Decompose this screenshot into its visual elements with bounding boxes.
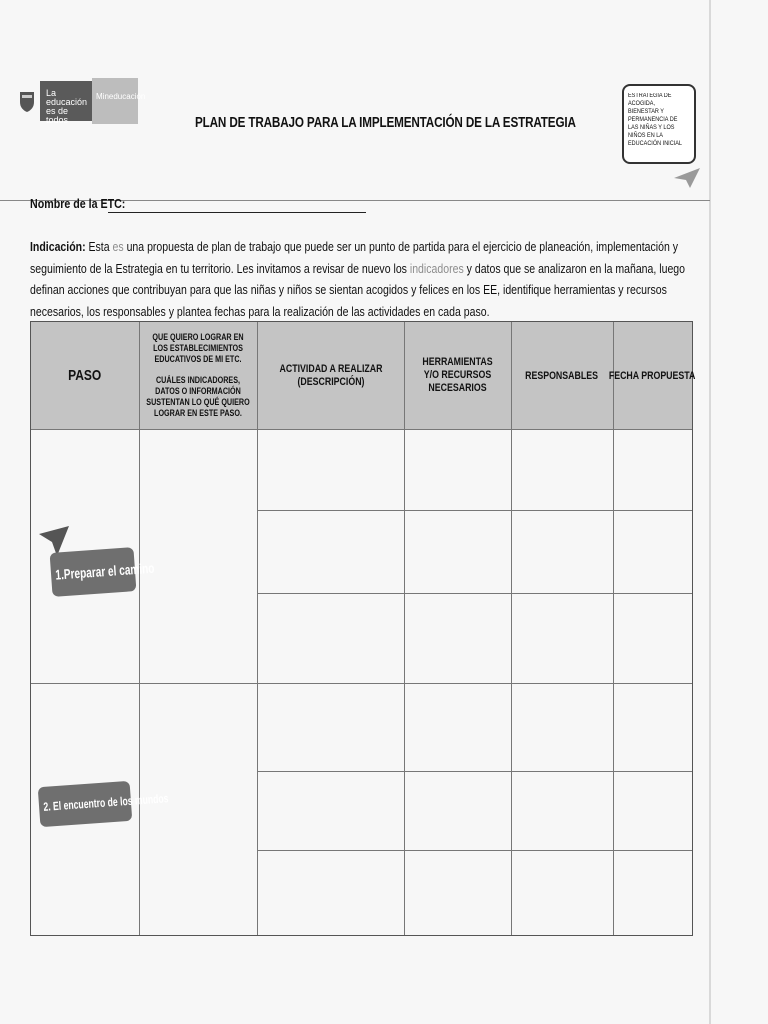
indication-paragraph bbox=[30, 236, 702, 322]
logo-text bbox=[40, 81, 92, 125]
step-2-banner bbox=[38, 781, 169, 827]
etc-name-field[interactable] bbox=[108, 212, 366, 213]
indication-text-4: indicadores bbox=[409, 260, 464, 276]
step-1-label: 1.Preparar el camino bbox=[54, 559, 155, 583]
indication-label: Indicación: bbox=[30, 239, 86, 254]
coat-of-arms-icon bbox=[18, 89, 36, 113]
indication-text-5: y datos que se analizaron en la mañana, luego definan acciones que contribuyan para que las niñas y niños se sientan acogidos y felices en los EE, identifique herramientas y recursos necesarios, los responsables y plantea fechas para la realización de las actividades en cada paso. bbox=[30, 260, 686, 319]
logo-line-2: es de todos bbox=[46, 106, 69, 125]
header-que-quiero-lograr bbox=[139, 322, 257, 429]
ministry-label: Mineducación bbox=[92, 78, 138, 124]
header-herramientas: HERRAMIENTAS Y/O RECURSOS NECESARIOS bbox=[422, 356, 493, 394]
header-fecha: FECHA PROPUESTA bbox=[609, 369, 696, 382]
strategy-badge bbox=[622, 84, 696, 164]
header-paso: PASO bbox=[68, 367, 102, 384]
header-quiero-b: CUÁLES INDICADORES, DATOS O INFORMACIÓN SUSTENTAN LO QUÉ QUIERO LOGRAR EN ESTE PASO. bbox=[146, 375, 250, 418]
header-actividad: ACTIVIDAD A REALIZAR (DESCRIPCIÓN) bbox=[279, 362, 382, 388]
indication-text-1: Esta bbox=[88, 239, 110, 254]
header-responsables: RESPONSABLES bbox=[525, 369, 599, 382]
etc-name-label: Nombre de la ETC: bbox=[30, 196, 126, 211]
step-2-label: 2. El encuentro de los mundos bbox=[42, 791, 169, 814]
logo-line-1: La educación bbox=[46, 88, 88, 107]
indication-text-3: una propuesta de plan de trabajo que puede ser un punto de partida para el ejercicio de planeación, implementación y seguimiento de la Estrategia en tu territorio. Les invitamos a revisar de nuevo los bbox=[30, 239, 679, 276]
work-plan-table bbox=[30, 321, 696, 936]
document-title: PLAN DE TRABAJO PARA LA IMPLEMENTACIÓN DE LA ESTRATEGIA bbox=[195, 114, 576, 131]
page-edge bbox=[709, 0, 711, 1024]
indication-text-2: es bbox=[109, 239, 127, 254]
paper-plane-icon bbox=[674, 168, 700, 188]
ministry-logo bbox=[18, 78, 146, 125]
step-1-banner bbox=[50, 547, 155, 597]
header-quiero-a: QUE QUIERO LOGRAR EN LOS ESTABLECIMIENTOS EDUCATIVOS DE MI ETC. bbox=[152, 332, 244, 364]
badge-text: ESTRATEGIA DE ACOGIDA, BIENESTAR Y PERMANENCIA DE LAS NIÑAS Y LOS NIÑOS EN LA EDUCACIÓN INICIAL bbox=[628, 93, 682, 147]
